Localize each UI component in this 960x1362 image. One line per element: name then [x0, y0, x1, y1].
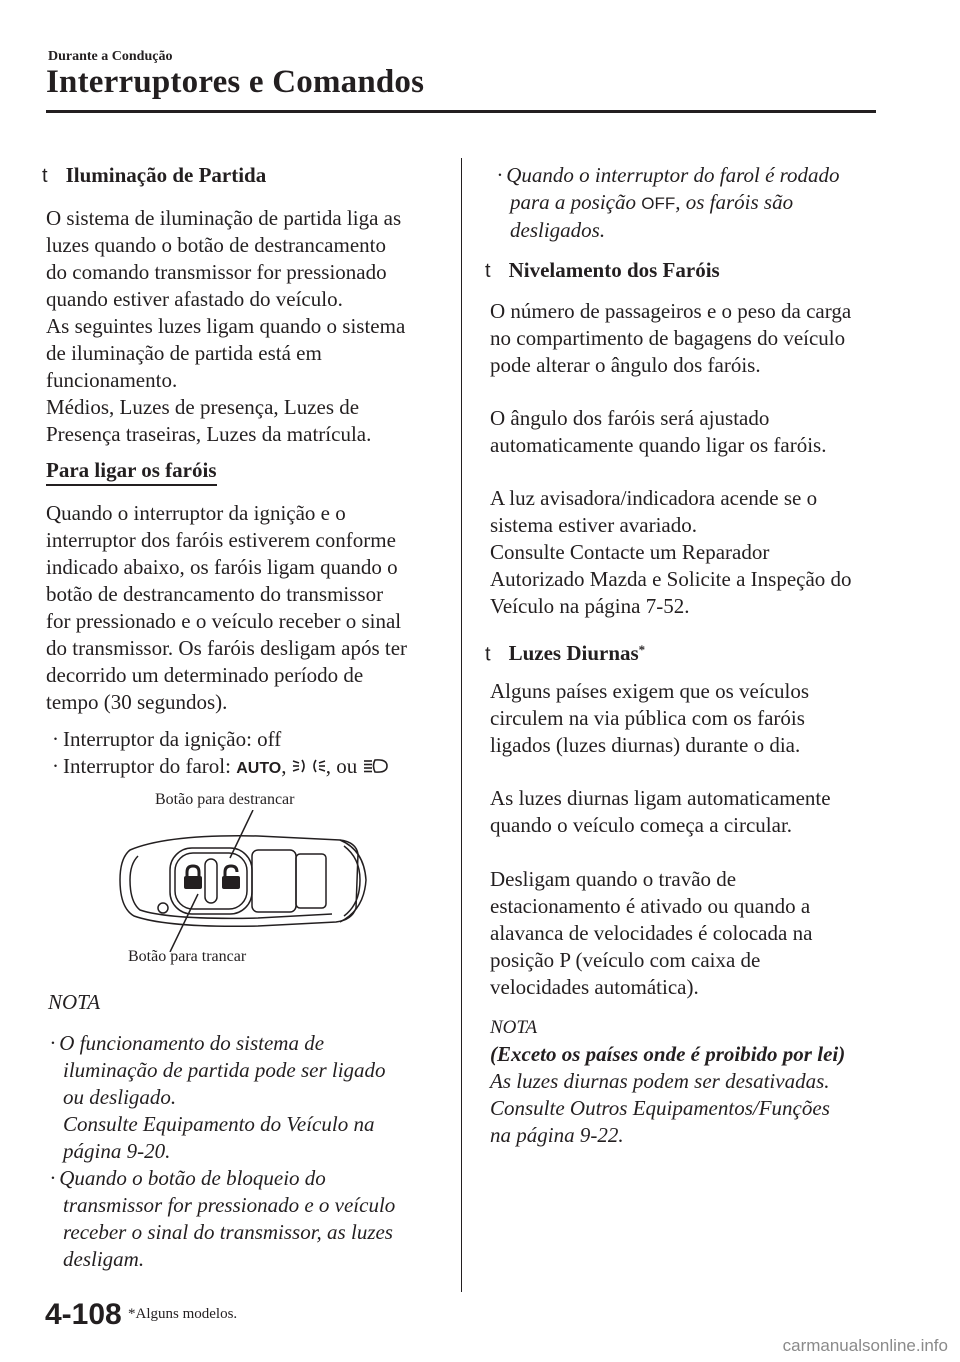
- text-line: funcionamento.: [46, 368, 178, 392]
- text-line: decorrido um determinado período de: [46, 663, 364, 687]
- page-title: Interruptores e Comandos: [46, 64, 425, 100]
- text-line: Presença traseiras, Luzes da matrícula.: [46, 422, 372, 446]
- list-item: · Interruptor da ignição: off: [52, 727, 282, 751]
- note-continuation: · Quando o interruptor do farol é rodado para a posição OFF, os faróis são desligados.: [497, 163, 840, 242]
- text-line: quando estiver afastado do veículo.: [46, 287, 343, 311]
- watermark: carmanualsonline.info: [782, 1336, 948, 1355]
- text-line: botão de destrancamento do transmissor: [46, 582, 384, 606]
- section-label: Durante a Condução: [48, 49, 173, 64]
- text-line: do comando transmissor for pressionado: [46, 260, 387, 284]
- note-item-2: · Quando o botão de bloqueio do transmissor for pressionado e o veículo receber o sinal do transmissor, as luzes desligam.: [50, 1166, 396, 1271]
- off-symbol: OFF: [641, 194, 676, 213]
- unlock-icon: [222, 866, 240, 889]
- note-title: NOTA: [490, 1017, 538, 1038]
- text-line: tempo (30 segundos).: [46, 690, 228, 714]
- daytime-paragraph-1: Alguns países exigem que os veículos circulem na via pública com os faróis ligados (luzes diurnas) durante o dia.: [490, 679, 810, 757]
- section-marker-icon: t: [485, 260, 491, 282]
- section-marker-icon: t: [42, 165, 48, 187]
- text-line: Quando o interruptor da ignição e o: [46, 501, 346, 525]
- auto-symbol: AUTO: [236, 760, 282, 777]
- text-line: indicado abaixo, os faróis ligam quando o: [46, 555, 398, 579]
- leveling-paragraph-3: A luz avisadora/indicadora acende se o sistema estiver avariado. Consulte Contacte um Reparador Autorizado Mazda e Solicite a Inspeção do Veículo na página 7-52.: [490, 486, 852, 618]
- note-item-1: · O funcionamento do sistema de iluminação de partida pode ser ligado ou desligado. Consulte Equipamento do Veículo na página 9-20.: [50, 1031, 386, 1163]
- header-rule: [46, 110, 876, 113]
- heading-daytime-lights: t Luzes Diurnas*: [485, 641, 646, 666]
- unlock-button-label: Botão para destrancar: [155, 791, 295, 808]
- headlights-icon: [363, 758, 389, 774]
- text-line: de iluminação de partida está em: [46, 341, 322, 365]
- leveling-paragraph-1: O número de passageiros e o peso da carga no compartimento de bagagens do veículo pode alterar o ângulo dos faróis.: [490, 299, 852, 377]
- heading-startup-lighting: t Iluminação de Partida: [42, 163, 267, 187]
- daytime-paragraph-2: As luzes diurnas ligam automaticamente quando o veículo começa a circular.: [490, 786, 831, 837]
- text-line: Médios, Luzes de presença, Luzes de: [46, 395, 360, 419]
- intro-paragraph: [46, 205, 446, 448]
- key-fob-figure: [108, 810, 368, 952]
- column-divider: [461, 158, 462, 1292]
- text-line: interruptor dos faróis estiverem conforme: [46, 528, 396, 552]
- note-title: NOTA: [48, 990, 101, 1014]
- text-line: do transmissor. Os faróis desligam após ter: [46, 636, 408, 660]
- lock-icon: [184, 866, 202, 889]
- body-paragraph: [46, 500, 446, 716]
- heading-headlight-leveling: t Nivelamento dos Faróis: [485, 258, 720, 282]
- daytime-note: NOTA (Exceto os países onde é proibido por lei) As luzes diurnas podem ser desativadas. Consulte Outros Equipamentos/Funções na página 9-22.: [490, 1014, 890, 1149]
- subheading-turn-on: Para ligar os faróis: [46, 458, 217, 486]
- text-line: luzes quando o botão de destrancamento: [46, 233, 386, 257]
- condition-list: [52, 726, 452, 782]
- list-item: · Interruptor do farol: AUTO, , ou: [52, 753, 452, 782]
- text-line: O sistema de iluminação de partida liga as: [46, 206, 402, 230]
- text-line: for pressionado e o veículo receber o sinal: [46, 609, 402, 633]
- parking-lights-icon: [292, 758, 326, 774]
- page-number: 4-108: [45, 1298, 122, 1331]
- footnote: *Alguns modelos.: [128, 1306, 238, 1322]
- leveling-paragraph-2: O ângulo dos faróis será ajustado automaticamente quando ligar os faróis.: [490, 406, 827, 457]
- section-marker-icon: t: [485, 643, 491, 666]
- lock-button-label: Botão para trancar: [128, 948, 247, 965]
- daytime-paragraph-3: Desligam quando o travão de estacionamento é ativado ou quando a alavanca de velocidades é colocada na posição P (veículo com caixa de velocidades automática).: [490, 867, 813, 999]
- text-line: As seguintes luzes ligam quando o sistema: [46, 314, 406, 338]
